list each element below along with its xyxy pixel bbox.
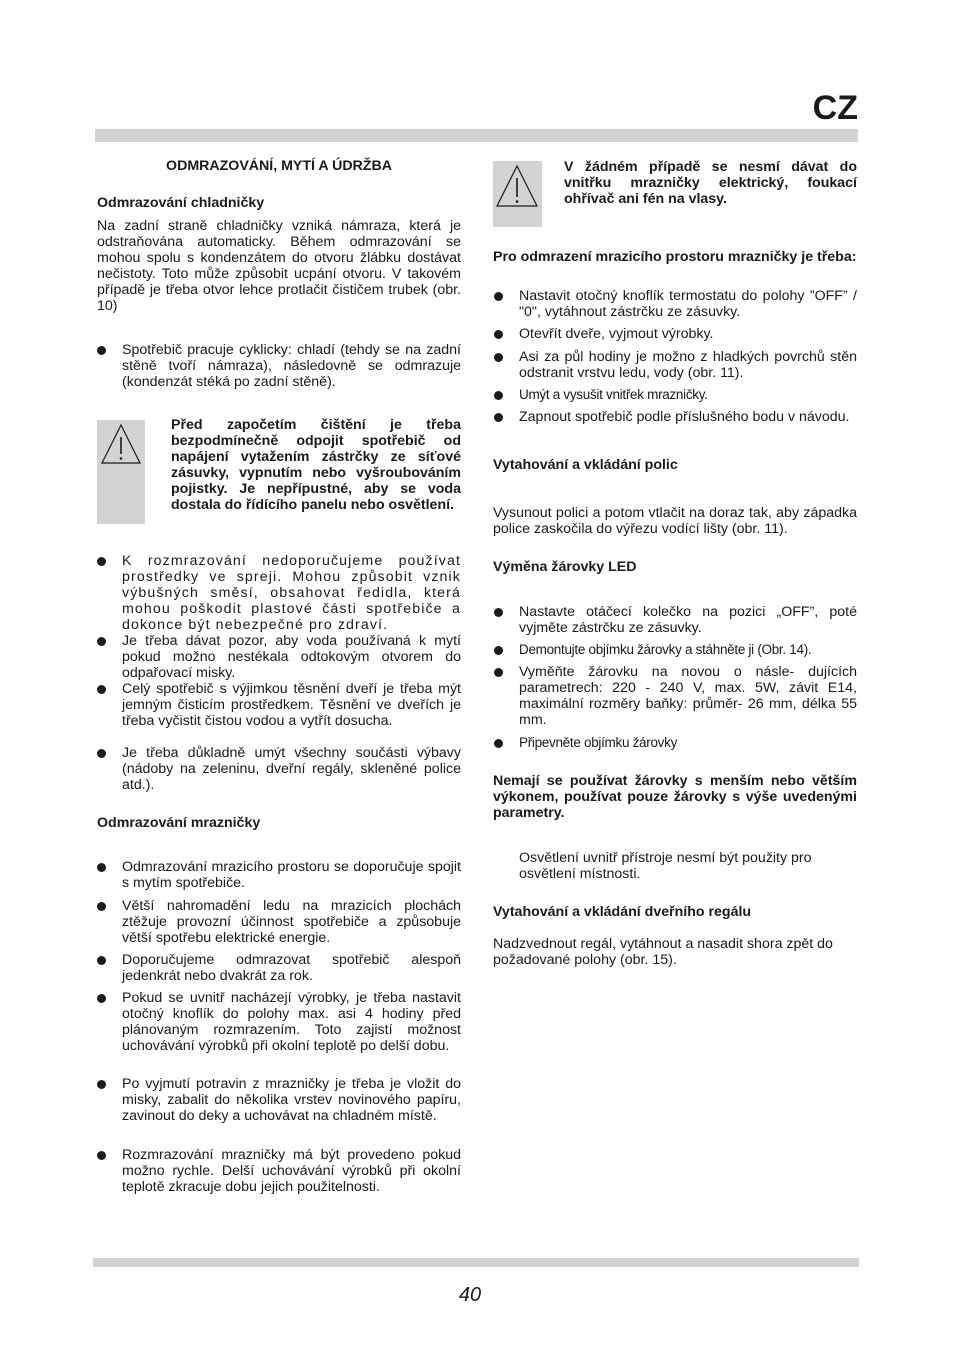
bullet-icon <box>494 413 503 422</box>
list-item <box>519 409 857 425</box>
list-item <box>122 952 461 984</box>
lighting-note: Osvětlení uvnitř přístroje nesmí být použity pro osvětlení místnosti. <box>519 850 812 882</box>
list-item <box>122 681 461 729</box>
bullet-icon <box>97 346 106 355</box>
list-item-text: Asi za půl hodiny je možno z hladkých povrchů stěn odstranit vrstvu ledu, vody (obr. 11). <box>519 349 857 381</box>
footer-divider <box>93 1258 859 1267</box>
list-item <box>519 349 857 381</box>
list-item-text: K rozmrazování nedoporučujeme používat prostředky ve spreji. Mohou způsobit vznik výbušných směsí, obsahovat ředidla, která mohou poškodit plastové části spotřebiče a dokonce být nebezpečné pro zdraví. <box>122 553 461 633</box>
warning-heater-text: V žádném případě se nesmí dávat do vnitřku mrazničky elektrický, foukací ohřívač ani fén na vlasy. <box>564 159 857 207</box>
warning-triangle-icon <box>99 422 143 466</box>
list-item <box>122 990 461 1054</box>
freezer-defrost-intro-text: Pro odmrazení mrazicího prostoru mrazničky je třeba: <box>493 249 857 265</box>
bullet-icon <box>494 739 503 748</box>
bullet-icon <box>97 637 106 646</box>
bullet-icon <box>97 1151 106 1160</box>
page-number: 40 <box>458 1284 482 1306</box>
freezer-defrost-heading: Odmrazování mrazničky <box>97 815 261 831</box>
fridge-defrost-heading: Odmrazování chladničky <box>97 195 265 211</box>
bullet-icon <box>97 956 106 965</box>
bullet-icon <box>97 863 106 872</box>
list-item <box>122 553 461 633</box>
language-code: CZ <box>812 89 858 127</box>
bullet-icon <box>97 685 106 694</box>
warning-box <box>97 420 145 524</box>
list-item <box>519 604 857 636</box>
list-item-text: Umýt a vysušit vnitřek mrazničky. <box>519 387 708 402</box>
bullet-icon <box>494 353 503 362</box>
warning-disconnect-text: Před započetím čištění je třeba bezpodmínečně odpojit spotřebič od napájení vytažením zástrčky ze síťové zásuvky, vypnutím nebo vyšroubováním pojistky. Je nepřípustné, aby se voda dostala do řídícího panelu nebo osvětlení. <box>171 417 461 513</box>
list-item-text: Nastavit otočný knoflík termostatu do polohy ”OFF” / "0", vytáhnout zástrčku ze zásuvky. <box>519 288 857 320</box>
bullet-icon <box>494 330 503 339</box>
header-divider <box>95 129 858 142</box>
section-title: ODMRAZOVÁNÍ, MYTÍ A ÚDRŽBA <box>166 158 392 174</box>
list-item-text: Rozmrazování mrazničky má být provedeno pokud možno rychle. Delší uchovávání výrobků při okolní teplotě zkracuje dobu jejich použitelnosti. <box>122 1147 461 1195</box>
list-item-text: Po vyjmutí potravin z mrazničky je třeba je vložit do misky, zabalit do několika vrstev novinového papíru, zavinout do deky a uchovávat na chladném místě. <box>122 1076 461 1124</box>
list-item-text: Pokud se uvnitř nacházejí výrobky, je třeba nastavit otočný knoflík do polohy max. asi 4 hodiny před plánovaným rozmrazením. Toto zajistí možnost uchovávání výrobků při okolní teplotě po delší dobu. <box>122 990 461 1054</box>
bullet-icon <box>494 292 503 301</box>
freezer-defrost-intro <box>493 249 857 265</box>
bullet-icon <box>97 557 106 566</box>
shelves-heading: Vytahování a vkládání polic <box>493 457 678 473</box>
door-shelf-paragraph: Nadzvednout regál, vytáhnout a nasadit shora zpět do požadované polohy (obr. 15). <box>493 936 833 968</box>
shelves-paragraph: Vysunout polici a potom vtlačit na doraz tak, aby západka police zaskočila do výřezu vodící lišty (obr. 11). <box>493 505 857 537</box>
list-item <box>122 745 461 793</box>
bullet-icon <box>97 994 106 1003</box>
bulb-note: Nemají se používat žárovky s menším nebo větším výkonem, používat pouze žárovky s výše uvedenými parametry. <box>493 773 857 821</box>
list-item-text: Vyměňte žárovku na novou o násle- dujících parametrech: 220 - 240 V, max. 5W, závit E14, maximální rozměry baňky: průměr- 26 mm, délka 55 mm. <box>519 664 857 728</box>
list-item <box>122 633 461 681</box>
list-item <box>122 859 461 891</box>
bullet-icon <box>97 1080 106 1089</box>
list-item-text: Je třeba dávat pozor, aby voda používaná k mytí pokud možno nestékala odtokovým otvorem do odpařovací misky. <box>122 633 461 681</box>
list-item <box>519 642 857 658</box>
list-item-text: Je třeba důkladně umýt všechny součásti výbavy (nádoby na zeleninu, dveřní regály, skleněné police atd.). <box>122 745 461 793</box>
bullet-icon <box>97 902 106 911</box>
list-item <box>122 898 461 946</box>
list-item <box>519 664 857 728</box>
list-item <box>519 387 857 403</box>
list-item-text: Odmrazování mrazicího prostoru se doporučuje spojit s mytím spotřebiče. <box>122 859 461 891</box>
list-item-text: Připevněte objímku žárovky <box>519 735 678 750</box>
bullet-icon <box>494 391 503 400</box>
list-item-text: Demontujte objímku žárovky a stáhněte ji (Obr. 14). <box>519 642 812 657</box>
list-item-text: Otevřít dveře, vyjmout výrobky. <box>519 326 714 342</box>
door-shelf-heading: Vytahování a vkládání dveřního regálu <box>493 904 752 920</box>
bullet-icon <box>494 668 503 677</box>
bullet-icon <box>97 749 106 758</box>
list-item <box>519 735 857 751</box>
warning-box <box>493 161 542 227</box>
list-item <box>519 288 857 320</box>
fridge-defrost-paragraph: Na zadní straně chladničky vzniká námraza, která je odstraňována automaticky. Během odmrazování se mohou spolu s kondenzátem do otvoru žlábku dostávat nečistoty. Toto může způsobit ucpání otvoru. V takovém případě je třeba otvor lehce protlačit čističem trubek (obr. 10) <box>97 218 461 314</box>
list-item <box>122 1076 461 1124</box>
list-item-text: Celý spotřebič s výjimkou těsnění dveří je třeba mýt jemným čisticím prostředkem. Těsnění ve dveřích je třeba vyčistit čistou vodou a vytřít dosucha. <box>122 681 461 729</box>
led-heading: Výměna žárovky LED <box>493 559 637 575</box>
warning-triangle-icon <box>494 163 540 209</box>
list-item-text: Nastavte otáčecí kolečko na pozici „OFF”, poté vyjměte zástrčku ze zásuvky. <box>519 604 857 636</box>
list-item <box>122 342 461 390</box>
list-item-text: Zapnout spotřebič podle příslušného bodu v návodu. <box>519 409 850 425</box>
list-item <box>122 1147 461 1195</box>
list-item-text: Větší nahromadění ledu na mrazicích plochách ztěžuje provozní účinnost spotřebiče a způsobuje větší spotřebu elektrické energie. <box>122 898 461 946</box>
list-item-text: Spotřebič pracuje cyklicky: chladí (tehdy se na zadní stěně tvoří námraza), následovně se odmrazuje (kondenzát stéká po zadní stěně). <box>122 342 461 390</box>
bullet-icon <box>494 608 503 617</box>
list-item-text: Doporučujeme odmrazovat spotřebič alespoň jedenkrát nebo dvakrát za rok. <box>122 952 461 984</box>
bullet-icon <box>494 646 503 655</box>
list-item <box>519 326 857 342</box>
